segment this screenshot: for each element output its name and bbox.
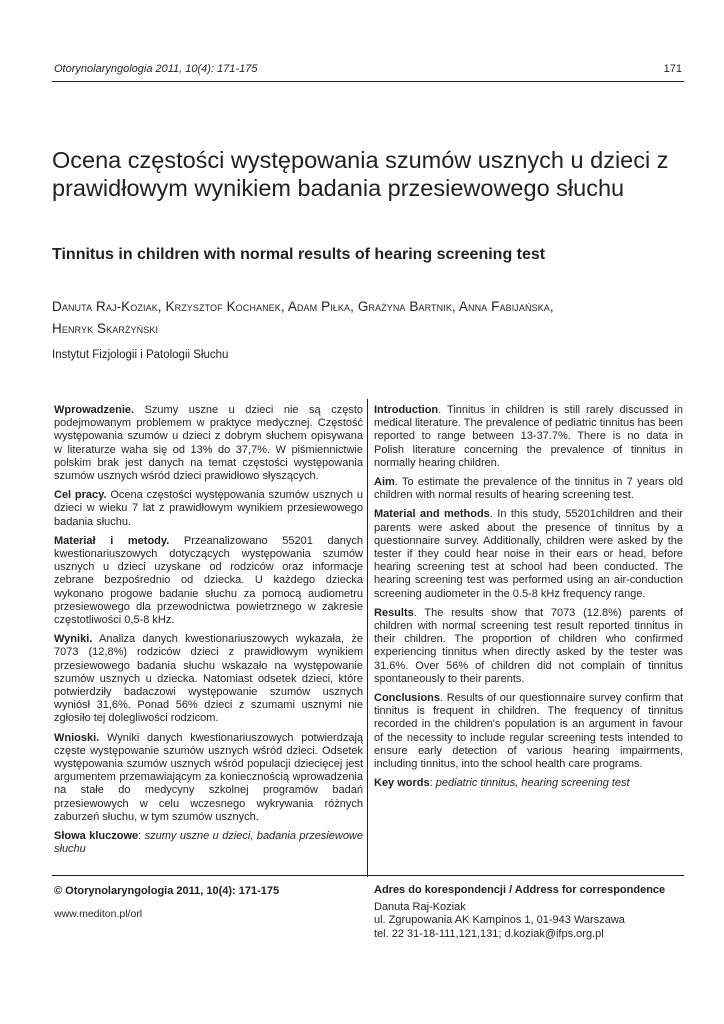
keywords-label: Key words xyxy=(374,777,430,790)
section-label: Materiał i metody. xyxy=(54,534,170,547)
section-text: Analiza danych kwestionariuszowych wykazała, że 7073 (12,8%) rodziców dzieci z prawidłowym wynikiem przesiewowego badania słuchu wskazało na występowanie szumów usznych u dziecka. Natomiast odsetek dzieci, które potwierdziły badaczowi występowanie szumów usznych wyniósł 31,6%. Ponad 56% dzieci z szumami usznymi nie zgłosiło tej dolegliwości rodzicom. xyxy=(54,633,363,725)
section-label: Material and methods xyxy=(374,508,490,521)
abstract-pl-methods xyxy=(54,535,363,627)
abstract-english xyxy=(374,404,683,796)
abstract-en-results xyxy=(374,607,683,686)
abstract-polish xyxy=(54,404,363,863)
keywords-text: pediatric tinnitus, hearing screening test xyxy=(435,777,630,790)
abstract-en-methods xyxy=(374,508,683,600)
abstract-pl-results xyxy=(54,633,363,725)
keywords-polish: Słowa kluczowe: szumy uszne u dzieci, badania przesiewowe słuchu xyxy=(54,830,363,856)
authors xyxy=(52,296,684,340)
section-text: . Results of our questionnaire survey confirm that tinnitus is frequent in children. The frequency of tinnitus recorded in the children's population is an argument in favour of the necessity to include regular screening tests intended to ensure early detection of various hearing impairments, including tinnitus, into the school health care programs. xyxy=(374,692,683,771)
abstract-en-aim xyxy=(374,476,683,502)
authors-line-1: Danuta Raj-Koziak, Krzysztof Kochanek, Adam Piłka, Grażyna Bartnik, Anna Fabijańska, xyxy=(52,299,554,314)
section-text: . To estimate the prevalence of the tinnitus in 7 years old children with normal results of hearing screening test. xyxy=(374,476,683,502)
section-label: Cel pracy. xyxy=(54,489,107,502)
title-english: Tinnitus in children with normal results of hearing screening test xyxy=(52,246,546,263)
section-text: . In this study, 55201children and their parents were asked about the presence of tinnitus by a questionnaire survey. Additionally, children were asked by the tester if they could hear noise in their ears or head, before hearing screening test at school had been conducted. The hearing screening test was performed using an air-conduction screening audiometer in the 0.5-8 kHz frequency range. xyxy=(374,508,684,600)
abstract-pl-aim xyxy=(54,489,363,529)
abstract-en-conclusions xyxy=(374,692,683,771)
section-text: Przeanalizowano 55201 danych kwestionariuszowych dotyczących występowania szumów usznych u dzieci uzyskane od rodziców oraz informacje zebrane bezpośrednio od dziecka. U każdego dziecka wykonano progowe badanie słuchu za pomocą audiometru przesiewowego dla przewodnictwa powietrznego w zakresie częstotliwości 0,5-8 kHz. xyxy=(54,534,363,627)
keywords-english: Key words: pediatric tinnitus, hearing screening test xyxy=(374,777,630,790)
keywords-label: Słowa kluczowe xyxy=(54,830,139,843)
section-label: Wnioski. xyxy=(54,731,100,744)
page-number: 171 xyxy=(663,63,682,75)
section-text: Wyniki danych kwestionariuszowych potwierdzają częste występowanie szumów usznych wśród dzieci. Odsetek występowania szumów usznych wśród populacji dziecięcej jest argumentem przemawiającym za koniecznością wprowadzenia na stałe do medycyny szkolnej programów badań przesiewowych w celu wczesnego wykrywania różnych zaburzeń słuchu, w tym szumów usznych. xyxy=(54,731,363,823)
keywords-text: szumy uszne u dzieci, badania przesiewowe słuchu xyxy=(54,830,363,856)
section-text: . Tinnitus in children is still rarely discussed in medical literature. The prevalence of pediatric tinnitus has been reported to range between 13-37.7%. There is no data in Polish literature concerning the prevalence of tinnitus in normally hearing children. xyxy=(374,404,683,469)
copyright: © Otorynolaryngologia 2011, 10(4): 171-175 xyxy=(54,885,280,897)
correspondence-contact[interactable]: tel. 22 31-18-111,121,131; d.koziak@ifps.org.pl xyxy=(374,927,604,940)
correspondence-block xyxy=(374,884,684,941)
section-label: Wyniki. xyxy=(54,633,93,646)
abstract-pl-introduction xyxy=(54,404,363,483)
affiliation: Instytut Fizjologii i Patologii Słuchu xyxy=(52,349,229,361)
correspondence-name: Danuta Raj-Koziak xyxy=(374,900,466,913)
section-label: Introduction xyxy=(374,404,439,416)
journal-citation: Otorynolaryngologia 2011, 10(4): 171-175 xyxy=(54,63,258,75)
title-polish: Ocena częstości występowania szumów usznych u dzieci z prawidłowym wynikiem badania przesiewowego słuchu xyxy=(52,147,669,201)
section-label: Results xyxy=(374,606,414,619)
header-rule xyxy=(52,81,684,82)
section-label: Wprowadzenie. xyxy=(54,404,135,416)
section-text: Szumy uszne u dzieci nie są często podejmowanym problemem w praktyce medycznej. Częstość występowania szumów u dzieci z dobrym słuchem opisywana w literaturze waha się od 13% do 37,7%. W piśmiennictwie polskim brak jest danych na temat częstości występowania szumów usznych wśród dzieci prawidłowo słyszących. xyxy=(54,404,363,483)
running-head xyxy=(54,62,682,76)
section-text: . The results show that 7073 (12.8%) parents of children with normal screening test result reported tinnitus in their children. The proportion of children who confirmed experiencing tinnitus when directly asked by the tester was 31.6%. Over 56% of children did not complain of tinnitus spontaneously to their parents. xyxy=(374,606,683,685)
abstract-en-introduction xyxy=(374,404,683,470)
section-label: Aim xyxy=(374,476,395,489)
section-text: Ocena częstości występowania szumów usznych u dzieci w wieku 7 lat z prawidłowym wynikiem przesiewowego badania słuchu. xyxy=(54,489,363,528)
authors-line-2: Henryk Skarżyński xyxy=(52,321,159,336)
correspondence-address: ul. Zgrupowania AK Kampinos 1, 01-943 Warszawa xyxy=(374,914,625,926)
abstract-pl-conclusions xyxy=(54,732,363,824)
section-label: Conclusions xyxy=(374,692,441,705)
correspondence-heading: Adres do korespondencji / Address for correspondence xyxy=(374,884,666,896)
journal-website-link[interactable]: www.mediton.pl/orl xyxy=(54,908,143,920)
column-divider xyxy=(367,399,368,877)
footer-rule xyxy=(52,875,684,876)
